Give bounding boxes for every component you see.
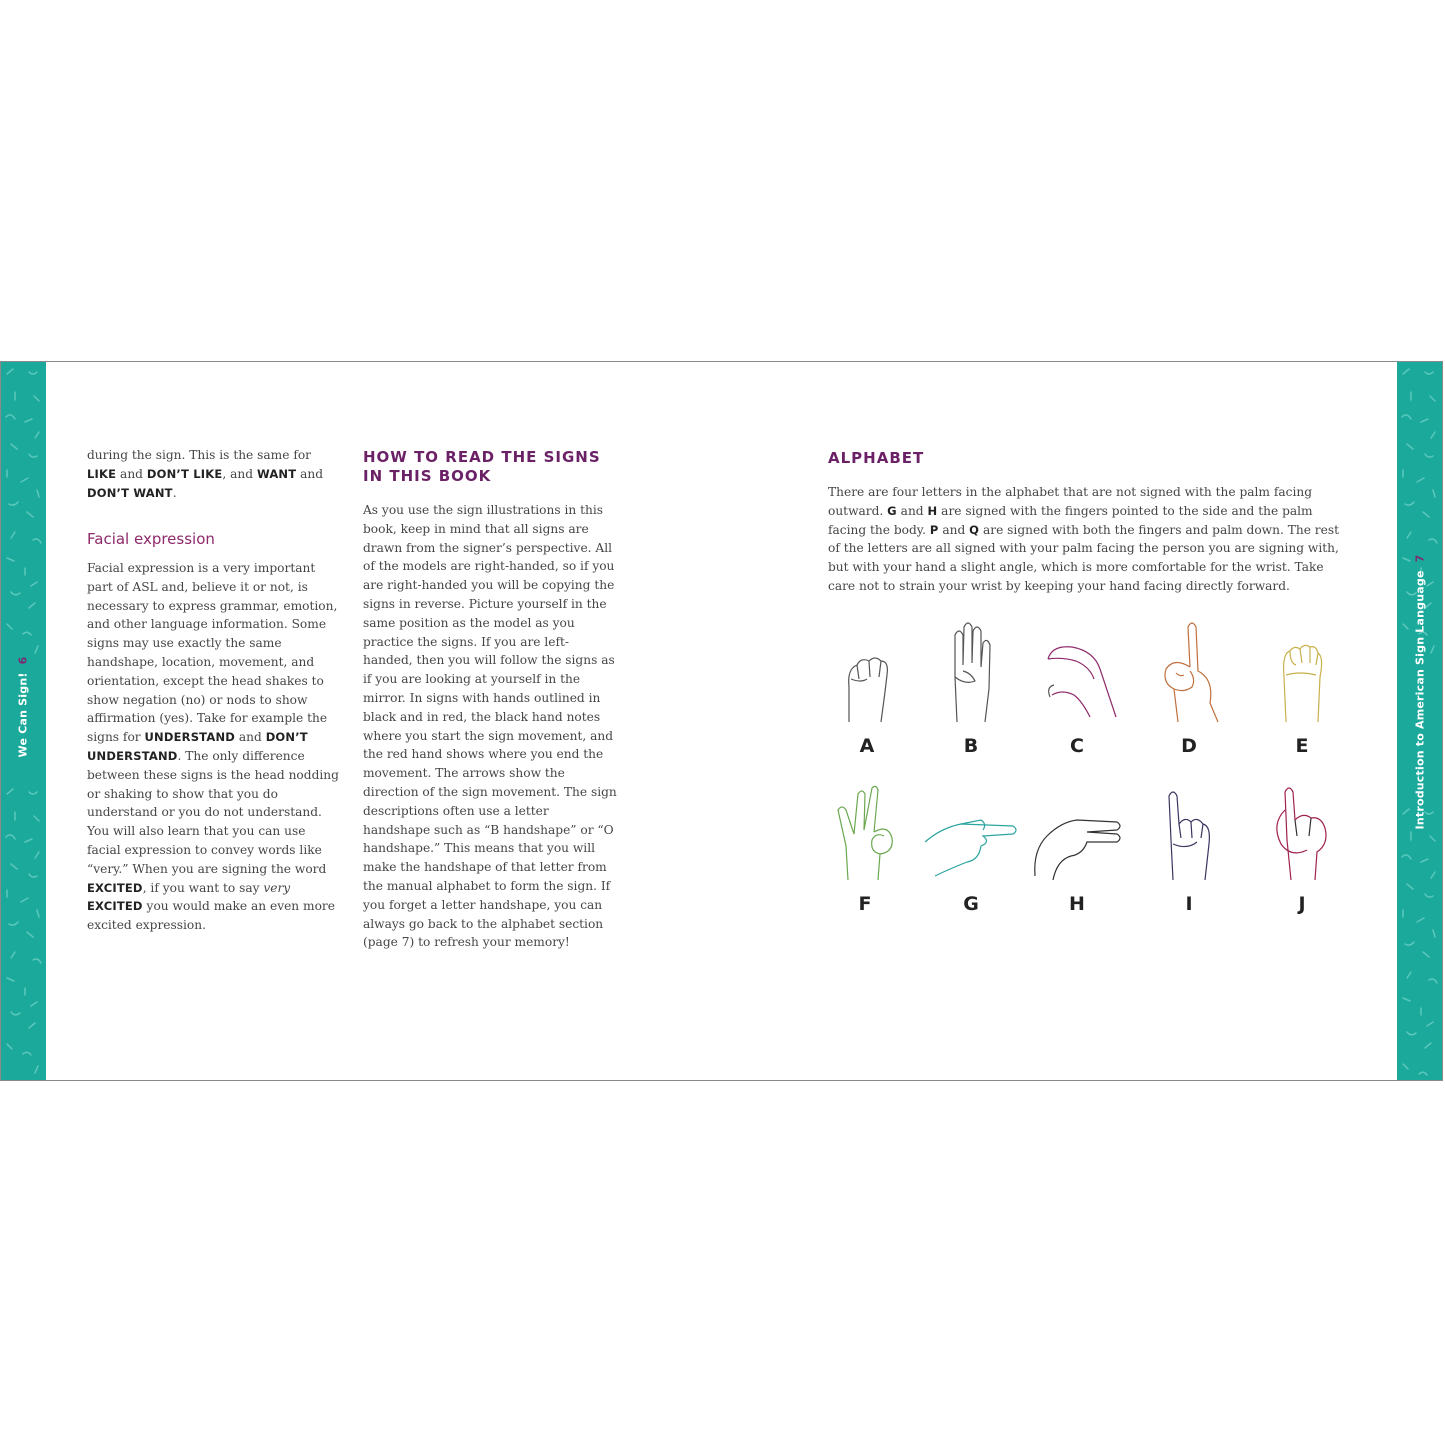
pinky-up-hand-icon (1159, 780, 1219, 885)
pinky-hook-hand-icon (1267, 780, 1337, 885)
facial-expression-paragraph: Facial expression is a very important part of ASL and, believe it or not, is necessary to express grammar, emotion, and other language information. Some signs may use exactly the same handshape, location, movement, and orientation, except the head shakes to show negation (no) or nods to show affirmation (yes). Take for example the signs for UNDERSTAND and DON’T UNDERSTAND. The only difference between these signs is the head nodding or shaking to show that you do understand or you do not understand. You will also learn that you can use facial expression to convey words like “very.” When you are signing the word EXCITED, if you want to say very EXCITED you would make an even more excited expression. (87, 561, 339, 933)
sign-d (1139, 617, 1239, 757)
letter-a: A (859, 735, 875, 757)
letter-d: D (1181, 735, 1197, 757)
left-margin-band (1, 362, 46, 1080)
letter-i: I (1185, 893, 1193, 915)
left-running-head: We Can Sign!6 (16, 656, 30, 758)
facial-expression-heading: Facial expression (87, 530, 215, 548)
ok-hand-icon (830, 780, 900, 885)
alphabet-paragraph: There are four letters in the alphabet that are not signed with the palm facing outward. G and H are signed with the fingers pointed to the side and the palm facing the body. P and Q are signed with both the fingers and palm down. The rest of the letters are all signed with your palm facing the person you are signing with, but with your hand a slight angle, which is more comfortable for the wrist. Take care not to strain your wrist by keeping your hand facing directly forward. (828, 485, 1339, 593)
curved-hand-icon (1032, 617, 1122, 727)
index-up-hand-icon (1154, 617, 1224, 727)
sign-i (1139, 780, 1239, 915)
alphabet-heading: ALPHABET (828, 449, 925, 467)
right-running-head: Introduction to American Sign Language7 (1413, 554, 1427, 830)
letter-c: C (1070, 735, 1084, 757)
right-margin-band (1397, 362, 1442, 1080)
pointing-side-hand-icon (921, 780, 1021, 885)
letter-h: H (1069, 893, 1085, 915)
letter-f: F (858, 893, 872, 915)
letter-e: E (1295, 735, 1309, 757)
sign-c (1027, 617, 1127, 757)
fist-hand-icon (837, 617, 897, 727)
curled-fingers-hand-icon (1272, 617, 1332, 727)
left-page-number: 6 (16, 656, 30, 665)
book-spread (0, 361, 1443, 1081)
column-1-continuation: during the sign. This is the same for LIKE and DON’T LIKE, and WANT and DON’T WANT. (87, 448, 324, 500)
how-to-read-heading: HOW TO READ THE SIGNS IN THIS BOOK (363, 448, 601, 485)
sign-g (921, 780, 1021, 915)
how-to-read-paragraph: As you use the sign illustrations in this book, keep in mind that all signs are drawn from the signer’s perspective. All of the models are right-handed, so if you are right-handed you will be copying the signs in reverse. Picture yourself in the same position as the model as you practice the signs. If you are left-handed, then you will follow the signs as if you are looking at yourself in the mirror. In signs with hands outlined in black and in red, the black hand notes where you start the sign movement, and the red hand shows where you end the movement. The arrows show the direction of the sign movement. The sign descriptions often use a letter handshape such as “B handshape” or “O handshape.” This means that you will make the handshape of that letter from the manual alphabet to form the sign. If you forget a letter handshape, you can always go back to the alphabet section (page 7) to refresh your memory! (363, 503, 617, 950)
letter-j: J (1298, 893, 1306, 915)
sign-f (815, 780, 915, 915)
letter-b: B (963, 735, 979, 757)
sign-h (1027, 780, 1127, 915)
two-finger-side-hand-icon (1027, 780, 1127, 885)
right-page-number: 7 (1413, 554, 1427, 563)
flat-hand-icon (941, 617, 1001, 727)
sign-a (817, 617, 917, 757)
letter-g: G (963, 893, 979, 915)
sign-b (921, 617, 1021, 757)
sign-j (1252, 780, 1352, 915)
sign-e (1252, 617, 1352, 757)
